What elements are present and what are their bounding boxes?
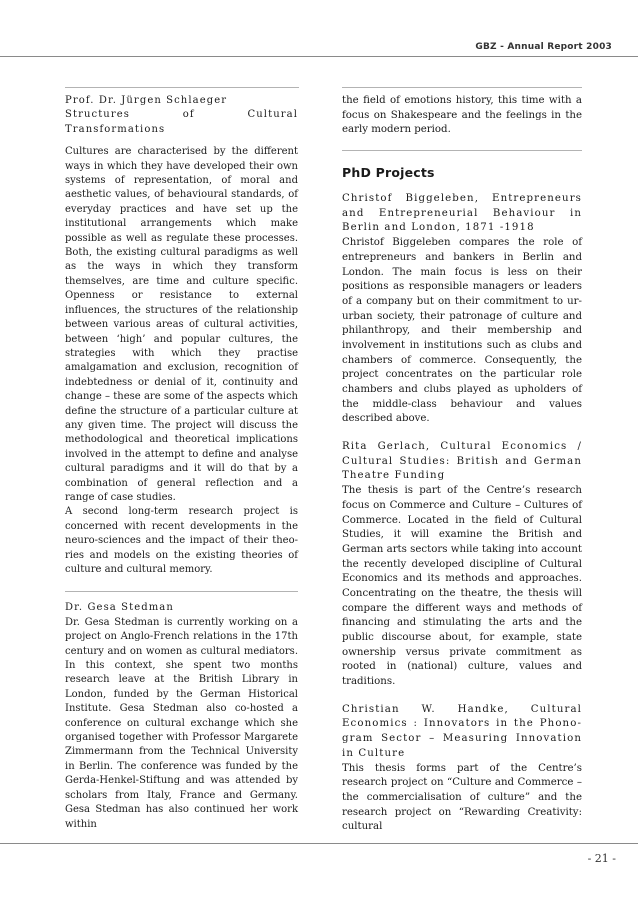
right-column-top-rule	[342, 87, 582, 88]
page-number: - 21 -	[587, 852, 616, 865]
handke-section	[342, 703, 582, 835]
stedman-section	[65, 601, 298, 832]
schlaeger-name: Prof. Dr. Jürgen Schlaeger	[65, 95, 228, 106]
handke-title: Christian W. Handke, Cultural Economics : Innovators in the Phono- gram Sector – Measuring Innovation in Culture	[342, 703, 582, 759]
spacer	[65, 592, 298, 601]
gerlach-title: Rita Gerlach, Cultural Economics / Cultural Studies: British and German Theatre Funding	[342, 441, 582, 482]
biggeleben-section	[342, 192, 582, 427]
gerlach-paragraph: The thesis is part of the Centre’s research focus on Commerce and Culture – Cultures of Commerce. Located in the field of Cultural Studies, it will examine the British and German arts sectors while taking into account the recently developed discipline of Cultural Economics and its methods and approaches. Concentrating on the theatre, the thesis will compare the different ways and methods of financing and stimulating the arts and the public discourse about, for example, state ownership versus private commitment as rooted in (national) culture, values and traditions.	[342, 485, 582, 688]
right-column	[342, 94, 582, 835]
section-divider	[342, 150, 582, 151]
header-rule	[0, 56, 638, 57]
section-divider	[65, 591, 298, 592]
schlaeger-paragraph-2: A second long-term research project is concerned with recent developments in the neuro-sciences and the impact of their theo- ries and models on the existing theories of culture and cultural memory.	[65, 506, 298, 575]
spacer	[342, 180, 582, 192]
spacer	[65, 577, 298, 591]
footer-rule	[0, 843, 638, 844]
schlaeger-section	[65, 94, 298, 577]
spacer	[342, 151, 582, 165]
stedman-paragraph: Dr. Gesa Stedman is currently working on a project on Anglo-French relations in the 17th century and on women as cultural mediators. In this context, she spent two months research leave at the British Library in London, funded by the German Historical Institute. Gesa Stedman also co-hosted a conference on cultural exchange which she organised together with Professor Margarete Zimmermann from the Technical University in Berlin. The conference was funded by the Gerda-Henkel-Stiftung and was attended by scholars from Italy, France and Germany. Gesa Stedman has also continued her work within	[65, 616, 298, 830]
left-column	[65, 94, 298, 832]
biggeleben-title: Christof Biggeleben, Entrepreneurs and Entrepreneurial Behaviour in Berlin and London, 1871 -1918	[342, 193, 582, 234]
schlaeger-paragraph-1: Cultures are characterised by the different ways in which they have developed their own systems of representation, of moral and aesthetic values, of behavioural standards, of everyday practices and have set up the institutional arrangements which make possible as well as regulate these processes. Both, the existing cultural paradigms as well as the ways in which they transform themselves, are time and culture specific. Openness or resistance to external influences, the structures of the relationship between various areas of cultural activities, between ‘high’ and popular cultures, the strategies with which they practise amalgamation and exclusion, recognition of indebtedness or denial of it, continuity and change – these are some of the aspects which define the structure of a particular culture at any given time. The project will discuss the methodological and theoretical implications involved in the attempt to define and analyse cultural paradigms and it will do that by a combination of general reflection and a range of case studies.	[65, 146, 298, 503]
gerlach-section	[342, 440, 582, 690]
spacer	[342, 690, 582, 703]
spacer	[65, 137, 298, 145]
biggeleben-paragraph: Christof Biggeleben compares the role of entrepreneurs and bankers in Berlin and London. The main focus is less on their positions as responsible managers or leaders of a company but on their commitment to ur- urban society, their patronage of culture and philanthropy, and their membership and involvement in institutions such as clubs and chambers of commerce. Consequently, the project concentrates on the particular role chambers and clubs played as upholders of the middle-class behaviour and values described above.	[342, 237, 582, 425]
stedman-name: Dr. Gesa Stedman	[65, 602, 174, 614]
continuation-paragraph: the field of emotions history, this time with a focus on Shakespeare and the feelings in the early modern period.	[342, 95, 582, 136]
spacer	[342, 138, 582, 150]
header-title-text: GBZ - Annual Report 2003	[475, 42, 612, 52]
report-header-title	[475, 42, 612, 52]
left-column-top-rule	[65, 87, 299, 88]
phd-projects-heading: PhD Projects	[342, 165, 435, 181]
schlaeger-project-title: Structures of Cultural Transformations	[65, 109, 298, 135]
handke-paragraph: This thesis forms part of the Centre’s research project on “Culture and Commerce – the commercialisation of culture” and the research project on “Rewarding Creativity: cultural	[342, 762, 582, 833]
spacer	[342, 427, 582, 440]
